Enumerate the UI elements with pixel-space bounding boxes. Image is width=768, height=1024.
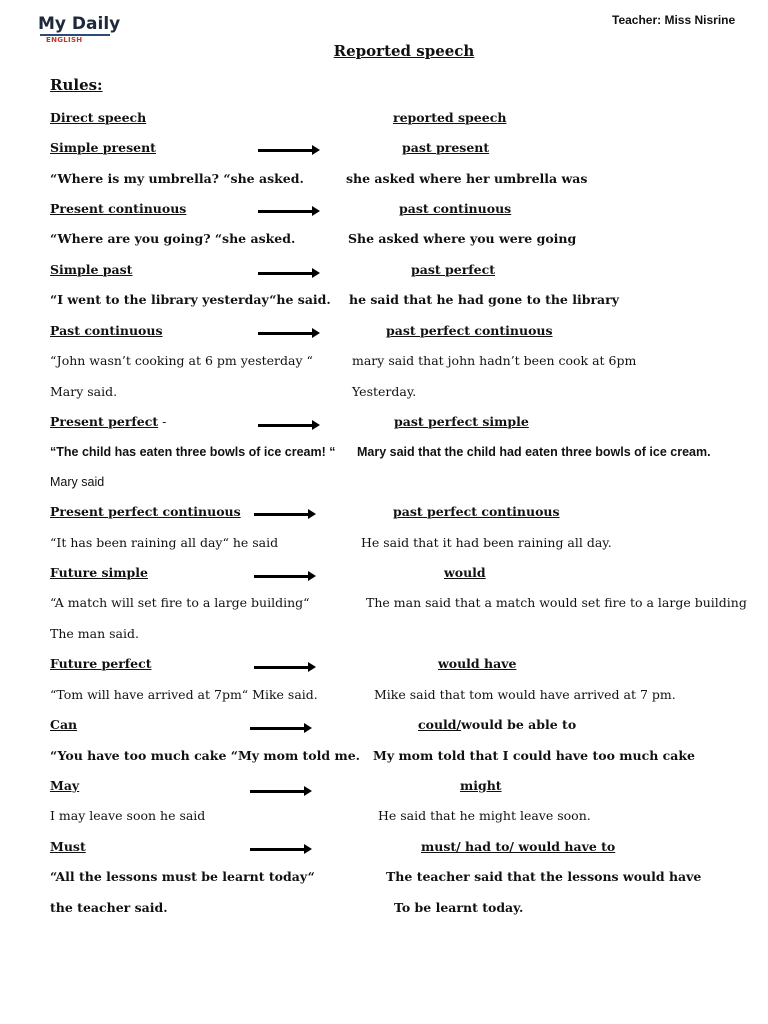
reported-speech-heading: reported speech — [393, 110, 507, 125]
tense-past-continuous-left: Past continuous — [50, 323, 163, 338]
modal-may: May — [50, 778, 80, 793]
example-reported: My mom told that I could have too much cake — [373, 748, 695, 763]
example-reported: Mary said that the child had eaten three bowls of ice cream. — [357, 445, 711, 459]
tense-past-perfect: past perfect — [411, 262, 495, 277]
example-direct: “Tom will have arrived at 7pm“ Mike said. — [50, 687, 318, 702]
arrow-icon — [254, 509, 316, 521]
arrow-icon — [258, 145, 320, 157]
example-direct: “John wasn’t cooking at 6 pm yesterday “ — [50, 353, 313, 368]
example-reported: He said that he might leave soon. — [378, 808, 591, 823]
example-reported: mary said that john hadn’t been cook at 6pm — [352, 353, 637, 368]
example-direct-cont: The man said. — [50, 626, 139, 641]
tense-future-simple: Future simple — [50, 565, 148, 580]
example-direct: “It has been raining all day“ he said — [50, 535, 279, 550]
example-direct-cont: Mary said. — [50, 384, 118, 399]
rules-heading: Rules: — [50, 76, 103, 94]
teacher-name: Teacher: Miss Nisrine — [612, 13, 736, 27]
example-direct: I may leave soon he said — [50, 808, 206, 823]
example-direct: “You have too much cake “My mom told me. — [50, 748, 361, 763]
tense-would: would — [444, 565, 486, 580]
example-direct: “Where is my umbrella? “she asked. — [50, 171, 304, 186]
example-reported: Mike said that tom would have arrived at 7 pm. — [374, 687, 676, 702]
tense-simple-present: Simple present — [50, 140, 156, 155]
arrow-icon — [254, 571, 316, 583]
tense-past-perfect-continuous-2: past perfect continuous — [393, 504, 560, 519]
arrow-icon — [250, 786, 312, 798]
tense-present-perfect-continuous: Present perfect continuous — [50, 504, 241, 519]
tense-present-continuous: Present continuous — [50, 201, 187, 216]
tense-simple-past: Simple past — [50, 262, 133, 277]
example-direct: “All the lessons must be learnt today“ — [50, 869, 315, 884]
arrow-icon — [250, 844, 312, 856]
example-reported: The man said that a match would set fire to a large building — [366, 595, 747, 610]
tense-past-present: past present — [402, 140, 490, 155]
logo-subtitle: ENGLISH — [46, 36, 83, 44]
arrow-icon — [258, 268, 320, 280]
tense-past-perfect-simple: past perfect simple — [394, 414, 529, 429]
example-reported: he said that he had gone to the library — [349, 292, 620, 307]
modal-must-reported: must/ had to/ would have to — [421, 839, 616, 854]
arrow-icon — [258, 420, 320, 432]
example-reported: She asked where you were going — [348, 231, 577, 246]
example-direct: “Where are you going? “she asked. — [50, 231, 296, 246]
example-direct: “The child has eaten three bowls of ice cream! “ — [50, 445, 336, 459]
direct-speech-heading: Direct speech — [50, 110, 147, 125]
example-direct-cont: Mary said — [50, 475, 105, 489]
arrow-icon — [258, 328, 320, 340]
example-reported-cont: To be learnt today. — [394, 900, 524, 915]
tense-present-perfect: Present perfect - — [50, 414, 167, 429]
modal-must: Must — [50, 839, 86, 854]
arrow-icon — [250, 723, 312, 735]
example-direct: “I went to the library yesterday“he said. — [50, 292, 331, 307]
tense-past-continuous: past continuous — [399, 201, 512, 216]
example-direct-cont: the teacher said. — [50, 900, 168, 915]
example-reported: He said that it had been raining all day. — [361, 535, 612, 550]
example-direct: “A match will set fire to a large building“ — [50, 595, 310, 610]
modal-can: Can — [50, 717, 78, 732]
arrow-icon — [254, 662, 316, 674]
example-reported: she asked where her umbrella was — [346, 171, 588, 186]
modal-might: might — [460, 778, 502, 793]
logo-title: My Daily — [38, 14, 121, 34]
tense-would-have: would have — [438, 656, 517, 671]
page-title: Reported speech — [333, 42, 475, 60]
modal-could: could/would be able to — [418, 717, 577, 732]
example-reported-cont: Yesterday. — [352, 384, 417, 399]
tense-past-perfect-continuous: past perfect continuous — [386, 323, 553, 338]
example-reported: The teacher said that the lessons would have — [386, 869, 702, 884]
arrow-icon — [258, 206, 320, 218]
tense-future-perfect: Future perfect — [50, 656, 152, 671]
